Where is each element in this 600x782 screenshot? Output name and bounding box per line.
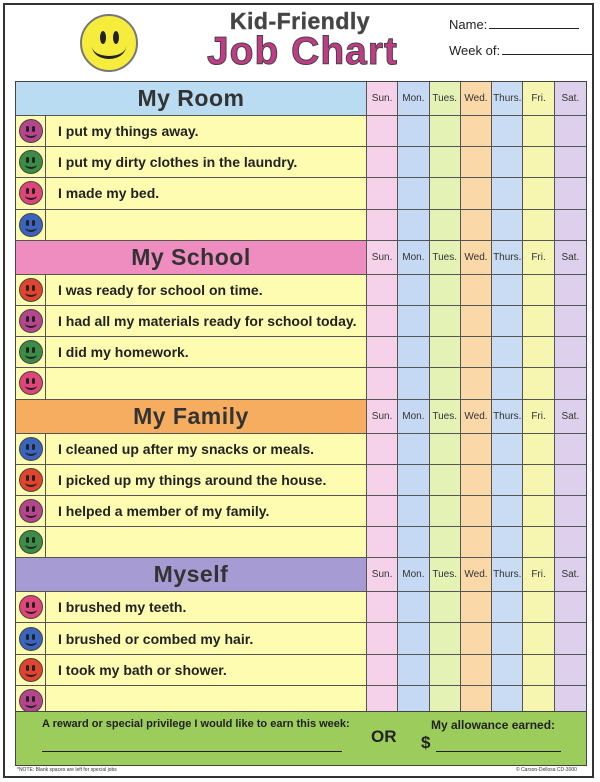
checkbox-cell[interactable] [555,465,586,495]
day-header: Sun. [367,400,398,433]
checkbox-cell[interactable] [367,527,398,557]
checkbox-cell[interactable] [523,623,554,653]
smiley-face-icon [19,278,43,302]
checkbox-cell[interactable] [492,434,523,464]
footnote: *NOTE: Blank spaces are left for special jobs [17,767,117,773]
task-row [16,592,586,623]
day-header: Sun. [367,241,398,274]
day-header: Thurs. [492,400,523,433]
checkbox-cell[interactable] [461,465,492,495]
checkbox-cell[interactable] [523,496,554,526]
day-header: Fri. [523,241,554,274]
checkbox-cell[interactable] [492,655,523,685]
task-text: I was ready for school on time. [58,281,263,298]
checkbox-cell[interactable] [461,337,492,367]
checkbox-cell[interactable] [523,275,554,305]
face-cell [16,337,46,367]
task-cell [16,496,367,526]
day-header: Sat. [555,558,586,591]
face-cell [16,465,46,495]
reward-footer [15,711,587,766]
face-cell [16,496,46,526]
face-cell [16,655,46,685]
face-cell [16,368,46,398]
task-cell [16,465,367,495]
checkbox-cell[interactable] [430,210,461,240]
smiley-logo-icon [80,14,138,72]
week-field[interactable]: Week of: [449,43,592,58]
task-text: I put my dirty clothes in the laundry. [58,154,298,171]
day-header: Wed. [461,400,492,433]
dollar-sign: $ [421,733,431,752]
day-header: Tues. [430,558,461,591]
task-row [16,116,586,147]
checkbox-cell[interactable] [398,465,429,495]
checkbox-cell[interactable] [492,210,523,240]
checkbox-cell[interactable] [555,116,586,146]
smiley-face-icon [19,181,43,205]
checkbox-cell[interactable] [492,116,523,146]
checkbox-cell[interactable] [492,496,523,526]
checkbox-cell[interactable] [430,592,461,622]
checkbox-cell[interactable] [555,592,586,622]
checkbox-cell[interactable] [555,655,586,685]
checkbox-cell[interactable] [555,434,586,464]
checkbox-cell[interactable] [555,306,586,336]
day-header: Fri. [523,558,554,591]
task-row [16,496,586,527]
checkbox-cell[interactable] [367,178,398,208]
task-cell [16,178,367,208]
checkbox-cell[interactable] [430,527,461,557]
task-cell [16,655,367,685]
allowance-line[interactable] [436,751,561,752]
checkbox-cell[interactable] [523,465,554,495]
task-cell [16,368,367,398]
checkbox-cell[interactable] [461,306,492,336]
section-title: My Room [16,82,367,115]
face-cell [16,306,46,336]
checkbox-cell[interactable] [398,592,429,622]
checkbox-cell[interactable] [367,147,398,177]
face-cell [16,434,46,464]
smiley-face-icon [19,658,43,682]
checkbox-cell[interactable] [430,178,461,208]
allowance-label: My allowance earned: [431,718,556,732]
checkbox-cell[interactable] [461,496,492,526]
face-cell [16,592,46,622]
task-text: I took my bath or shower. [58,661,227,678]
checkbox-cell[interactable] [523,655,554,685]
checkbox-cell[interactable] [555,527,586,557]
credit-line: © Carson-Dellosa CD-3000 [516,767,577,773]
checkbox-cell[interactable] [492,178,523,208]
checkbox-cell[interactable] [492,465,523,495]
task-row [16,275,586,306]
day-header: Tues. [430,400,461,433]
task-cell [16,592,367,622]
checkbox-cell[interactable] [398,655,429,685]
day-header: Sat. [555,400,586,433]
checkbox-cell[interactable] [367,368,398,398]
checkbox-cell[interactable] [523,147,554,177]
day-header: Mon. [398,82,429,115]
checkbox-cell[interactable] [492,337,523,367]
checkbox-cell[interactable] [367,306,398,336]
task-row [16,210,586,241]
checkbox-cell[interactable] [398,116,429,146]
checkbox-cell[interactable] [430,337,461,367]
task-cell [16,116,367,146]
checkbox-cell[interactable] [398,178,429,208]
checkbox-cell[interactable] [430,465,461,495]
task-row [16,306,586,337]
day-header: Wed. [461,82,492,115]
task-text: I cleaned up after my snacks or meals. [58,440,315,457]
checkbox-cell[interactable] [461,210,492,240]
task-text: I picked up my things around the house. [58,471,327,488]
checkbox-cell[interactable] [367,337,398,367]
task-text: I did my homework. [58,344,189,361]
task-cell [16,147,367,177]
checkbox-cell[interactable] [461,368,492,398]
job-table [15,81,587,718]
checkbox-cell[interactable] [555,178,586,208]
checkbox-cell[interactable] [461,147,492,177]
checkbox-cell[interactable] [461,623,492,653]
smiley-face-icon [19,689,43,713]
smiley-face-icon [19,468,43,492]
checkbox-cell[interactable] [398,210,429,240]
task-row [16,337,586,368]
section-header [16,400,586,434]
smiley-face-icon [19,437,43,461]
checkbox-cell[interactable] [461,527,492,557]
task-cell [16,275,367,305]
task-text: I brushed my teeth. [58,599,187,616]
face-cell [16,210,46,240]
task-cell [16,527,367,557]
face-cell [16,147,46,177]
day-header: Sun. [367,82,398,115]
checkbox-cell[interactable] [523,592,554,622]
task-row [16,178,586,209]
day-header: Mon. [398,400,429,433]
task-row [16,434,586,465]
task-row [16,655,586,686]
day-header: Tues. [430,82,461,115]
checkbox-cell[interactable] [555,496,586,526]
task-cell [16,623,367,653]
checkbox-cell[interactable] [398,275,429,305]
checkbox-cell[interactable] [398,306,429,336]
name-field[interactable]: Name: [449,17,579,32]
checkbox-cell[interactable] [398,337,429,367]
face-cell [16,623,46,653]
day-header: Mon. [398,241,429,274]
chart-title: Job Chart [206,30,398,73]
checkbox-cell[interactable] [430,434,461,464]
checkbox-cell[interactable] [555,210,586,240]
checkbox-cell[interactable] [430,655,461,685]
day-header: Sun. [367,558,398,591]
checkbox-cell[interactable] [555,623,586,653]
checkbox-cell[interactable] [367,465,398,495]
checkbox-cell[interactable] [555,368,586,398]
task-text: I made my bed. [58,185,160,202]
checkbox-cell[interactable] [555,275,586,305]
checkbox-cell[interactable] [367,434,398,464]
section-header [16,82,586,116]
section-header [16,558,586,592]
checkbox-cell[interactable] [523,306,554,336]
smiley-face-icon [19,371,43,395]
day-header: Wed. [461,558,492,591]
smiley-face-icon [19,595,43,619]
checkbox-cell[interactable] [398,434,429,464]
checkbox-cell[interactable] [523,210,554,240]
smiley-face-icon [19,499,43,523]
smiley-face-icon [19,530,43,554]
task-text: I helped a member of my family. [58,502,270,519]
or-label: OR [371,727,397,746]
task-cell [16,337,367,367]
checkbox-cell[interactable] [492,527,523,557]
checkbox-cell[interactable] [523,434,554,464]
checkbox-cell[interactable] [430,306,461,336]
checkbox-cell[interactable] [430,147,461,177]
checkbox-cell[interactable] [523,178,554,208]
smiley-face-icon [19,119,43,143]
smiley-face-icon [19,150,43,174]
checkbox-cell[interactable] [398,496,429,526]
task-row [16,623,586,654]
task-text: I brushed or combed my hair. [58,630,254,647]
checkbox-cell[interactable] [430,368,461,398]
day-header: Tues. [430,241,461,274]
checkbox-cell[interactable] [398,368,429,398]
task-cell [16,434,367,464]
day-header: Thurs. [492,82,523,115]
section-title: My School [16,241,367,274]
face-cell [16,178,46,208]
checkbox-cell[interactable] [492,368,523,398]
checkbox-cell[interactable] [367,623,398,653]
checkbox-cell[interactable] [461,116,492,146]
checkbox-cell[interactable] [398,527,429,557]
checkbox-cell[interactable] [461,178,492,208]
checkbox-cell[interactable] [367,496,398,526]
day-header: Fri. [523,82,554,115]
smiley-face-icon [19,213,43,237]
task-text: I had all my materials ready for school today. [58,313,357,330]
checkbox-cell[interactable] [461,275,492,305]
section-title: Myself [16,558,367,591]
task-row [16,465,586,496]
checkbox-cell[interactable] [430,275,461,305]
checkbox-cell[interactable] [367,116,398,146]
checkbox-cell[interactable] [492,306,523,336]
face-cell [16,275,46,305]
checkbox-cell[interactable] [430,496,461,526]
reward-line[interactable] [42,751,342,752]
day-header: Sat. [555,82,586,115]
checkbox-cell[interactable] [492,592,523,622]
checkbox-cell[interactable] [523,116,554,146]
smiley-face-icon [19,627,43,651]
checkbox-cell[interactable] [367,210,398,240]
checkbox-cell[interactable] [367,592,398,622]
day-header: Sat. [555,241,586,274]
checkbox-cell[interactable] [461,592,492,622]
section-title: My Family [16,400,367,433]
checkbox-cell[interactable] [430,116,461,146]
checkbox-cell[interactable] [461,655,492,685]
checkbox-cell[interactable] [492,275,523,305]
task-cell [16,210,367,240]
day-header: Mon. [398,558,429,591]
checkbox-cell[interactable] [492,623,523,653]
section-header [16,241,586,275]
day-header: Thurs. [492,241,523,274]
checkbox-cell[interactable] [398,623,429,653]
day-header: Wed. [461,241,492,274]
checkbox-cell[interactable] [430,623,461,653]
checkbox-cell[interactable] [555,337,586,367]
face-cell [16,527,46,557]
checkbox-cell[interactable] [367,655,398,685]
day-header: Fri. [523,400,554,433]
checkbox-cell[interactable] [398,147,429,177]
face-cell [16,116,46,146]
task-row [16,527,586,558]
checkbox-cell[interactable] [523,527,554,557]
checkbox-cell[interactable] [461,434,492,464]
reward-label: A reward or special privilege I would like to earn this week: [42,718,350,730]
smiley-face-icon [19,309,43,333]
checkbox-cell[interactable] [555,147,586,177]
task-cell [16,306,367,336]
task-row [16,368,586,399]
checkbox-cell[interactable] [523,368,554,398]
checkbox-cell[interactable] [367,275,398,305]
checkbox-cell[interactable] [523,337,554,367]
checkbox-cell[interactable] [492,147,523,177]
task-row [16,147,586,178]
task-text: I put my things away. [58,123,199,140]
smiley-face-icon [19,340,43,364]
chart-subtitle: Kid-Friendly [229,8,371,34]
day-header: Thurs. [492,558,523,591]
